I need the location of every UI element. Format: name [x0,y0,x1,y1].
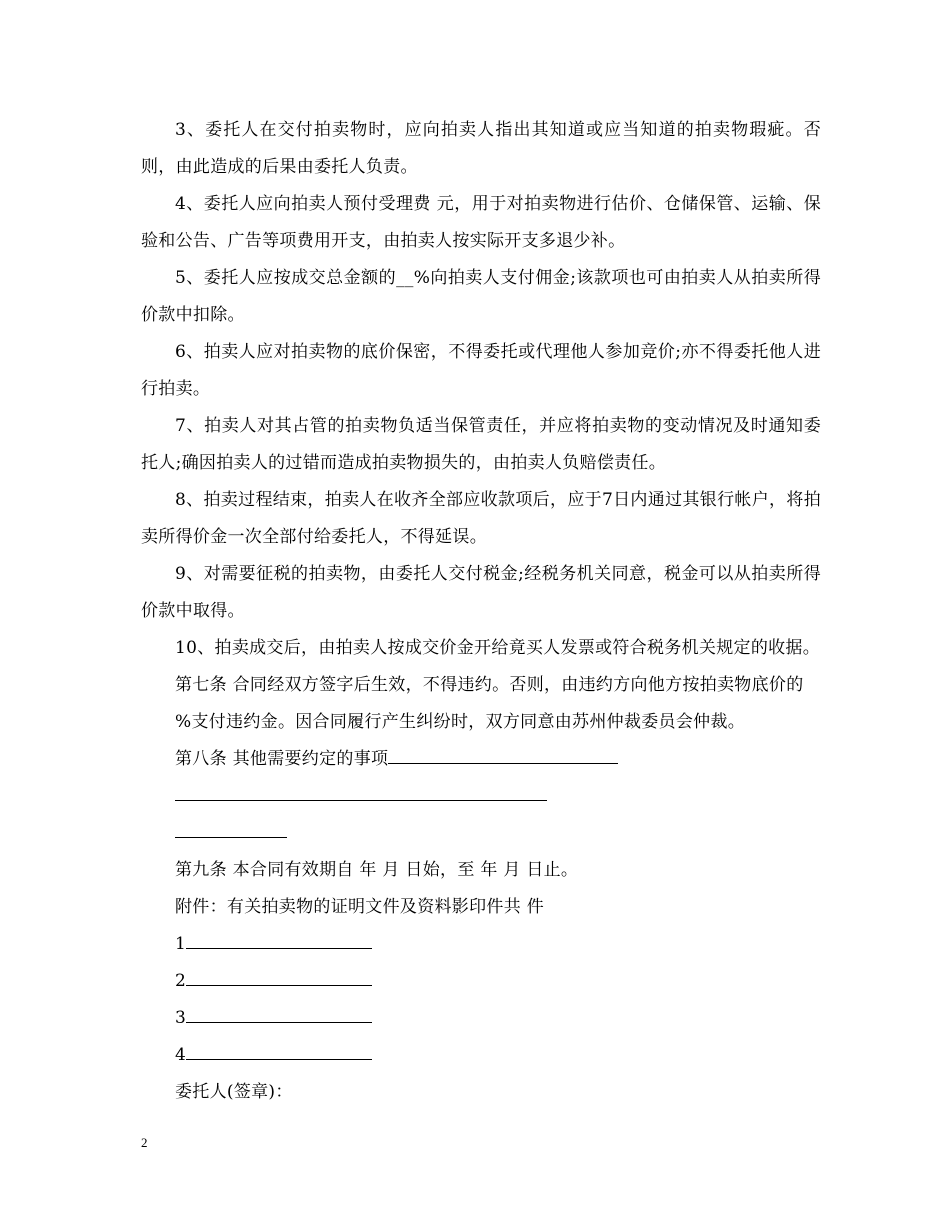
clause-10: 10、拍卖成交后，由拍卖人按成交价金开给竟买人发票或符合税务机关规定的收据。 [175,638,821,658]
attachment-blank [186,963,372,986]
attachment-item-4 [141,1037,821,1074]
article-8-blank [388,741,618,764]
attachment-number: 1 [175,934,187,954]
attachment-blank [186,926,372,949]
article-8-line [141,741,821,778]
document-body [141,112,821,1111]
clause-9: 9、对需要征税的拍卖物，由委托人交付税金;经税务机关同意，税金可以从拍卖所得价款中取得。 [141,564,821,621]
clause-8: 8、拍卖过程结束，拍卖人在收齐全部应收款项后，应于7日内通过其银行帐户，将拍卖所得价金一次全部付给委托人，不得延误。 [141,490,821,547]
blank-line [175,778,547,801]
clause-7: 7、拍卖人对其占管的拍卖物负适当保管责任，并应将拍卖物的变动情况及时通知委托人;确因拍卖人的过错而造成拍卖物损失的，由拍卖人负赔偿责任。 [141,416,821,473]
attachment-blank [186,1000,372,1023]
article-8-blank-line-2 [141,778,821,815]
article-7: 第七条 合同经双方签字后生效，不得违约。否则，由违约方向他方按拍卖物底价的 [175,675,804,695]
signature-label: 委托人(签章)： [175,1082,293,1102]
penalty-line: %支付违约金。因合同履行产生纠纷时，双方同意由苏州仲裁委员会仲裁。 [175,712,746,732]
page-number: 2 [141,1135,148,1150]
article-8-label: 第八条 其他需要约定的事项 [175,749,389,769]
attachment-number: 4 [175,1045,187,1065]
clause-5: 5、委托人应按成交总金额的__%向拍卖人支付佣金;该款项也可由拍卖人从拍卖所得价款中扣除。 [141,268,821,325]
attachment-item-2 [141,963,821,1000]
clause-3: 3、委托人在交付拍卖物时，应向拍卖人指出其知道或应当知道的拍卖物瑕疵。否则，由此造成的后果由委托人负责。 [141,120,821,177]
clause-4: 4、委托人应向拍卖人预付受理费 元，用于对拍卖物进行估价、仓储保管、运输、保验和公告、广告等项费用开支，由拍卖人按实际开支多退少补。 [141,194,821,251]
attachment-item-1 [141,926,821,963]
attachment-title: 附件：有关拍卖物的证明文件及资料影印件共 件 [175,897,545,917]
blank-line [175,815,287,838]
attachment-blank [186,1037,372,1060]
article-8-blank-line-3 [141,815,821,852]
attachment-number: 3 [175,1008,187,1028]
attachment-number: 2 [175,971,187,991]
clause-6: 6、拍卖人应对拍卖物的底价保密，不得委托或代理他人参加竞价;亦不得委托他人进行拍卖。 [141,342,821,399]
attachment-item-3 [141,1000,821,1037]
article-9: 第九条 本合同有效期自 年 月 日始，至 年 月 日止。 [175,860,579,880]
